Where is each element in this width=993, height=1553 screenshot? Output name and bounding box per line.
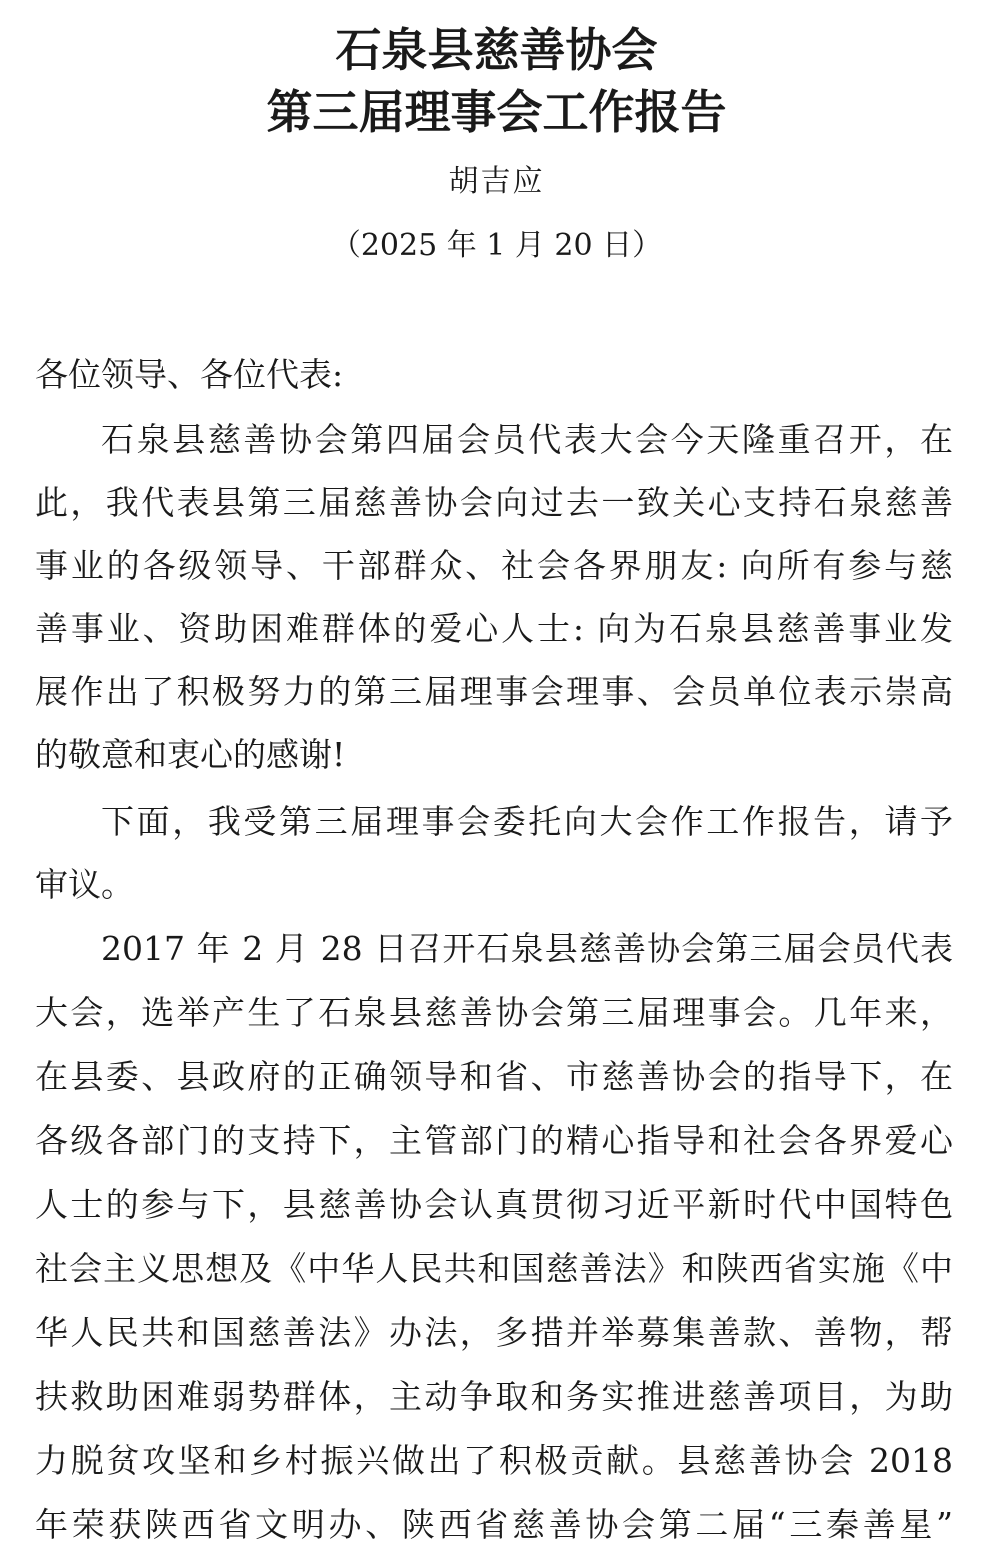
paragraph-line: 大会，选举产生了石泉县慈善协会第三届理事会。几年来， <box>35 993 953 1032</box>
paragraph-line: 石泉县慈善协会第四届会员代表大会今天隆重召开，在 <box>101 420 953 459</box>
paragraph-line: 展作出了积极努力的第三届理事会理事、会员单位表示崇高 <box>35 672 953 711</box>
paragraph-line: 华人民共和国慈善法》办法，多措并举募集善款、善物，帮 <box>35 1313 953 1352</box>
document-title-line-1: 石泉县慈善协会 <box>335 23 658 77</box>
paragraph-line: 下面，我受第三届理事会委托向大会作工作报告，请予 <box>101 802 953 841</box>
paragraph-line: 的敬意和衷心的感谢! <box>35 735 346 774</box>
paragraph-line: 事业的各级领导、干部群众、社会各界朋友: 向所有参与慈 <box>35 546 953 585</box>
paragraph-line: 力脱贫攻坚和乡村振兴做出了积极贡献。县慈善协会 2018 <box>35 1441 953 1480</box>
paragraph-line: 各级各部门的支持下，主管部门的精心指导和社会各界爱心 <box>35 1121 953 1160</box>
paragraph-line: 人士的参与下，县慈善协会认真贯彻习近平新时代中国特色 <box>35 1185 953 1224</box>
report-date: （2025 年 1 月 20 日） <box>330 228 663 263</box>
paragraph-line: 扶救助困难弱势群体，主动争取和务实推进慈善项目，为助 <box>35 1377 953 1416</box>
paragraph-line: 善事业、资助困难群体的爱心人士: 向为石泉县慈善事业发 <box>35 609 953 648</box>
paragraph-line: 社会主义思想及《中华人民共和国慈善法》和陕西省实施《中 <box>35 1249 953 1288</box>
author-name: 胡吉应 <box>448 164 545 199</box>
paragraph-line: 审议。 <box>35 865 134 904</box>
paragraph-line: 2017 年 2 月 28 日召开石泉县慈善协会第三届会员代表 <box>101 929 953 968</box>
document-title-line-2: 第三届理事会工作报告 <box>266 85 727 139</box>
paragraph-line: 年荣获陕西省文明办、陕西省慈善协会第二届“三秦善星” <box>35 1505 953 1544</box>
paragraph-line: 在县委、县政府的正确领导和省、市慈善协会的指导下，在 <box>35 1057 953 1096</box>
salutation: 各位领导、各位代表: <box>35 355 344 394</box>
paragraph-line: 此，我代表县第三届慈善协会向过去一致关心支持石泉慈善 <box>35 483 953 522</box>
